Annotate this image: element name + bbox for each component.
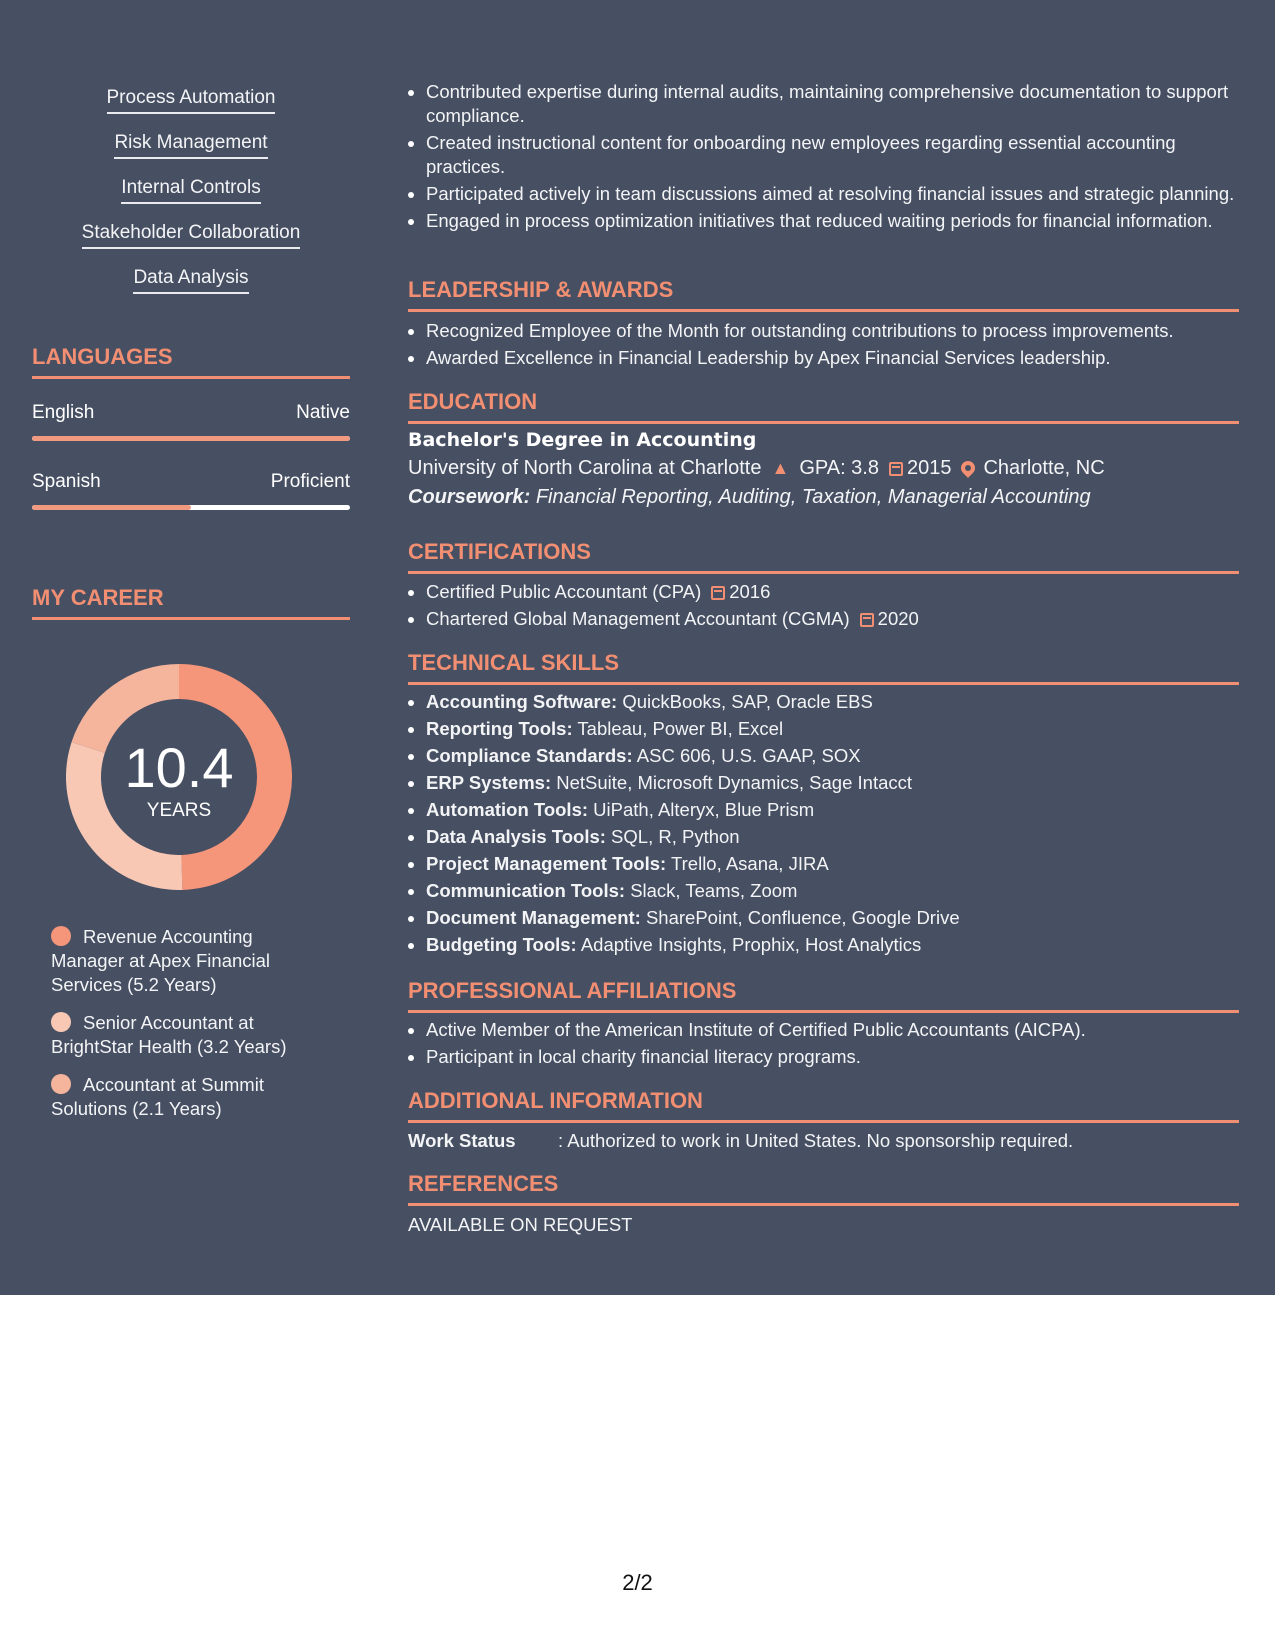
additional-info-heading: ADDITIONAL INFORMATION [408,1088,1239,1123]
technical-skill-item [426,798,1239,822]
certifications-list [408,580,1239,634]
affiliation-item: • Participant in local charity financial literacy programs. [426,1045,1239,1069]
language-proficiency-bar [32,505,350,510]
career-legend-label: Senior Accountant at BrightStar Health (3.2 Years) [51,1012,287,1057]
certification-year: 2020 [877,608,919,629]
language-name: Spanish [32,471,101,492]
gpa: GPA: 3.8 [799,457,879,479]
languages-heading: LANGUAGES [32,344,350,379]
skill-values: Trello, Asana, JIRA [671,853,829,874]
career-total-unit: YEARS [146,800,212,821]
graduation-year: 2015 [906,457,952,479]
career-legend-item [51,1073,311,1121]
work-status-row [408,1130,1239,1152]
technical-skill-item [426,717,1239,741]
career-heading: MY CAREER [32,585,350,620]
skill-values: SQL, R, Python [611,826,740,847]
skill-label: Data Analysis [133,266,248,294]
skill-item [32,86,350,131]
language-level: Native [296,402,350,423]
education-heading: EDUCATION [408,389,1239,424]
calendar-icon [889,462,903,476]
technical-skill-item [426,852,1239,876]
degree-title: Bachelor's Degree in Accounting [408,429,757,451]
school-name: University of North Carolina at Charlotte [408,457,762,479]
career-legend-item [51,1011,311,1059]
technical-skill-item [426,771,1239,795]
coursework-label: Coursework: [408,486,531,508]
skill-category: Communication Tools: [426,880,626,901]
calendar-icon [860,613,874,627]
skill-values: Adaptive Insights, Prophix, Host Analytics [580,934,922,955]
technical-skill-item [426,933,1239,957]
technical-skill-item [426,744,1239,768]
affiliations-heading: PROFESSIONAL AFFILIATIONS [408,978,1239,1013]
skill-values: ASC 606, U.S. GAAP, SOX [636,745,861,766]
language-name: English [32,402,95,423]
technical-skills-heading: TECHNICAL SKILLS [408,650,1239,685]
certification-year: 2016 [729,581,771,602]
skill-label: Process Automation [107,86,276,114]
technical-skill-item [426,825,1239,849]
language-proficiency-bar [32,436,350,441]
skill-values: SharePoint, Confluence, Google Drive [645,907,960,928]
education-location: Charlotte, NC [983,457,1105,479]
skill-values: QuickBooks, SAP, Oracle EBS [622,691,873,712]
legend-dot-icon [51,1074,71,1094]
leadership-heading: LEADERSHIP & AWARDS [408,277,1239,312]
experience-bullets [408,80,1239,236]
work-status-value: : Authorized to work in United States. No sponsorship required. [558,1130,1074,1151]
career-legend-item [51,925,311,997]
skill-item [32,221,350,266]
skill-category: Automation Tools: [426,799,589,820]
skill-category: Project Management Tools: [426,853,667,874]
skill-category: ERP Systems: [426,772,552,793]
skill-values: UiPath, Alteryx, Blue Prism [593,799,815,820]
skill-category: Accounting Software: [426,691,618,712]
career-legend-label: Revenue Accounting Manager at Apex Financial Services (5.2 Years) [51,926,271,995]
skills-list [32,86,350,311]
education-details [408,457,1239,480]
experience-bullet: • Created instructional content for onboarding new employees regarding essential accounting practices. [426,131,1239,179]
leadership-bullet: • Recognized Employee of the Month for outstanding contributions to process improvements. [426,319,1239,343]
page-number: 2/2 [622,1570,653,1595]
work-status-label: Work Status [408,1130,516,1151]
experience-bullet: • Participated actively in team discussions aimed at resolving financial issues and strategic planning. [426,182,1239,206]
coursework [408,486,1239,509]
career-legend-label: Accountant at Summit Solutions (2.1 Years) [51,1074,264,1119]
language-proficiency-fill [32,505,191,510]
references-text: AVAILABLE ON REQUEST [408,1214,633,1235]
career-total-years: 10.4 [124,736,234,799]
skill-category: Data Analysis Tools: [426,826,606,847]
affiliations-list [408,1018,1239,1072]
skill-item [32,266,350,311]
certifications-heading: CERTIFICATIONS [408,539,1239,574]
skill-label: Risk Management [114,131,267,159]
legend-dot-icon [51,926,71,946]
language-proficiency-fill [32,436,350,441]
skill-values: NetSuite, Microsoft Dynamics, Sage Intacct [556,772,913,793]
calendar-icon [711,586,725,600]
legend-dot-icon [51,1012,71,1032]
skill-category: Compliance Standards: [426,745,633,766]
location-pin-icon [959,458,979,478]
technical-skill-item [426,906,1239,930]
skill-item [32,131,350,176]
skill-label: Internal Controls [121,176,260,204]
skill-values: Tableau, Power BI, Excel [577,718,784,739]
skill-category: Reporting Tools: [426,718,573,739]
language-level: Proficient [270,471,350,492]
skill-category: Budgeting Tools: [426,934,577,955]
technical-skill-item [426,879,1239,903]
certification-name: Chartered Global Management Accountant (CGMA) [426,608,850,629]
graduation-cap-icon: ▲ [771,458,790,478]
skill-category: Document Management: [426,907,641,928]
technical-skills-list [408,690,1239,960]
leadership-list [408,319,1239,373]
certification-item [426,607,1239,631]
experience-bullet: • Engaged in process optimization initiatives that reduced waiting periods for financial information. [426,209,1239,233]
technical-skill-item [426,690,1239,714]
affiliation-item: • Active Member of the American Institute of Certified Public Accountants (AICPA). [426,1018,1239,1042]
leadership-bullet: • Awarded Excellence in Financial Leadership by Apex Financial Services leadership. [426,346,1239,370]
skill-values: Slack, Teams, Zoom [630,880,798,901]
skill-label: Stakeholder Collaboration [82,221,301,249]
education-entry [408,429,1239,509]
experience-bullet: • Contributed expertise during internal audits, maintaining comprehensive documentation to support compliance. [426,80,1239,128]
coursework-list: Financial Reporting, Auditing, Taxation, Managerial Accounting [535,486,1091,508]
skill-item [32,176,350,221]
certification-name: Certified Public Accountant (CPA) [426,581,702,602]
certification-item [426,580,1239,604]
references-heading: REFERENCES [408,1171,1239,1206]
